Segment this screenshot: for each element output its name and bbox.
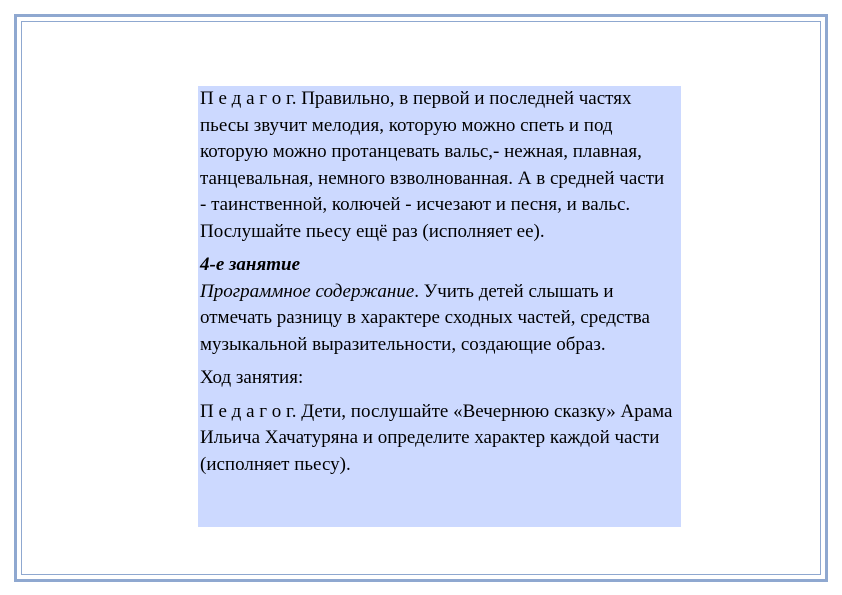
paragraph-teacher-2 (200, 399, 675, 479)
text-panel (198, 86, 681, 527)
lesson-heading: 4-е занятие (200, 254, 301, 275)
paragraph-text: Правильно, в первой и последней частях пьесы звучит мелодия, которую можно спеть и под которую можно протанцевать вальс,- нежная, плавная, танцевальная, немного взволнованная. А в средней части - таинственной, колючей - исчезают и песня, и вальс. Послушайте пьесу ещё раз (исполняет ее). (200, 88, 665, 242)
program-content (200, 279, 675, 359)
program-text: . Учить детей слышать и отмечать разницу в характере сходных частей, средства музыкальной выразительности, создающие образ. (200, 280, 650, 355)
paragraph-teacher-1 (200, 86, 675, 245)
course-label: Ход занятия: (200, 367, 304, 388)
program-label: Программное содержание (200, 280, 415, 302)
speaker-label: П е д а г о г. (200, 88, 297, 109)
speaker-label: П е д а г о г. (200, 400, 297, 422)
paragraph-text: Дети, послушайте «Вечернюю сказку» Арама Ильича Хачатуряна и определите характер каждой части (исполняет пьесу). (200, 400, 673, 475)
